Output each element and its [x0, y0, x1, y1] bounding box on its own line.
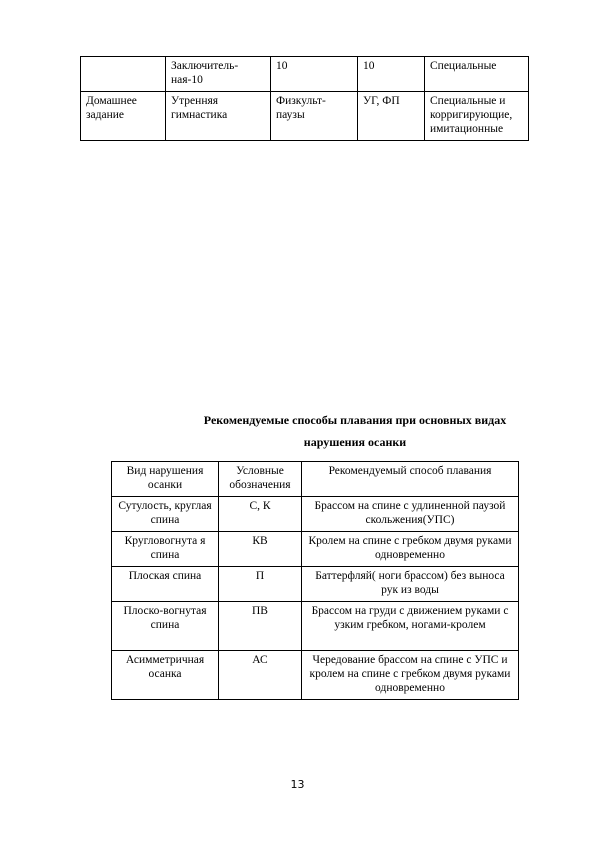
- table-cell: Плоско-вогнутая спина: [112, 602, 219, 651]
- table-cell: Кролем на спине с гребком двумя руками одновременно: [302, 532, 519, 567]
- table-cell: Специальные и корригирующие, имитационные: [425, 92, 529, 141]
- table-cell: Утренняя гимнастика: [166, 92, 271, 141]
- table-cell: Физкульт-паузы: [271, 92, 358, 141]
- table-cell: Баттерфляй( ноги брассом) без выноса рук из воды: [302, 567, 519, 602]
- table-cell: УГ, ФП: [358, 92, 425, 141]
- section-title: Рекомендуемые способы плавания при основных видах: [203, 413, 507, 427]
- table-cell: Брассом на груди с движением руками с узким гребком, ногами-кролем: [302, 602, 519, 651]
- table-cell: Домашнее задание: [81, 92, 166, 141]
- table-row: [81, 92, 529, 141]
- table-cell: Сутулость, круглая спина: [112, 497, 219, 532]
- table-cell: П: [219, 567, 302, 602]
- table-cell: Кругловогнута я спина: [112, 532, 219, 567]
- swimming-methods-table: [111, 461, 519, 700]
- table-cell: Асимметричная осанка: [112, 651, 219, 700]
- table-cell: Плоская спина: [112, 567, 219, 602]
- table-row: [112, 532, 519, 567]
- page-number: 13: [290, 778, 305, 791]
- schedule-table: [80, 56, 529, 141]
- table-cell: 10: [271, 57, 358, 92]
- table-row: [112, 651, 519, 700]
- table-cell: [81, 57, 166, 92]
- column-header: Рекомендуемый способ плавания: [302, 462, 519, 497]
- table-row: [112, 602, 519, 651]
- table-cell: АС: [219, 651, 302, 700]
- table-cell: КВ: [219, 532, 302, 567]
- table-cell: С, К: [219, 497, 302, 532]
- table-cell: Брассом на спине с удлиненной паузой скольжения(УПС): [302, 497, 519, 532]
- section-title-line2: нарушения осанки: [303, 435, 407, 449]
- table-cell: Заключитель-ная-10: [166, 57, 271, 92]
- column-header: Условные обозначения: [219, 462, 302, 497]
- table-header-row: [112, 462, 519, 497]
- table-cell: Чередование брассом на спине с УПС и кролем на спине с гребком двумя руками одновременно: [302, 651, 519, 700]
- table-cell: 10: [358, 57, 425, 92]
- column-header: Вид нарушения осанки: [112, 462, 219, 497]
- table-row: [112, 567, 519, 602]
- table-cell: Специальные: [425, 57, 529, 92]
- table-row: [81, 57, 529, 92]
- table-row: [112, 497, 519, 532]
- table-cell: ПВ: [219, 602, 302, 651]
